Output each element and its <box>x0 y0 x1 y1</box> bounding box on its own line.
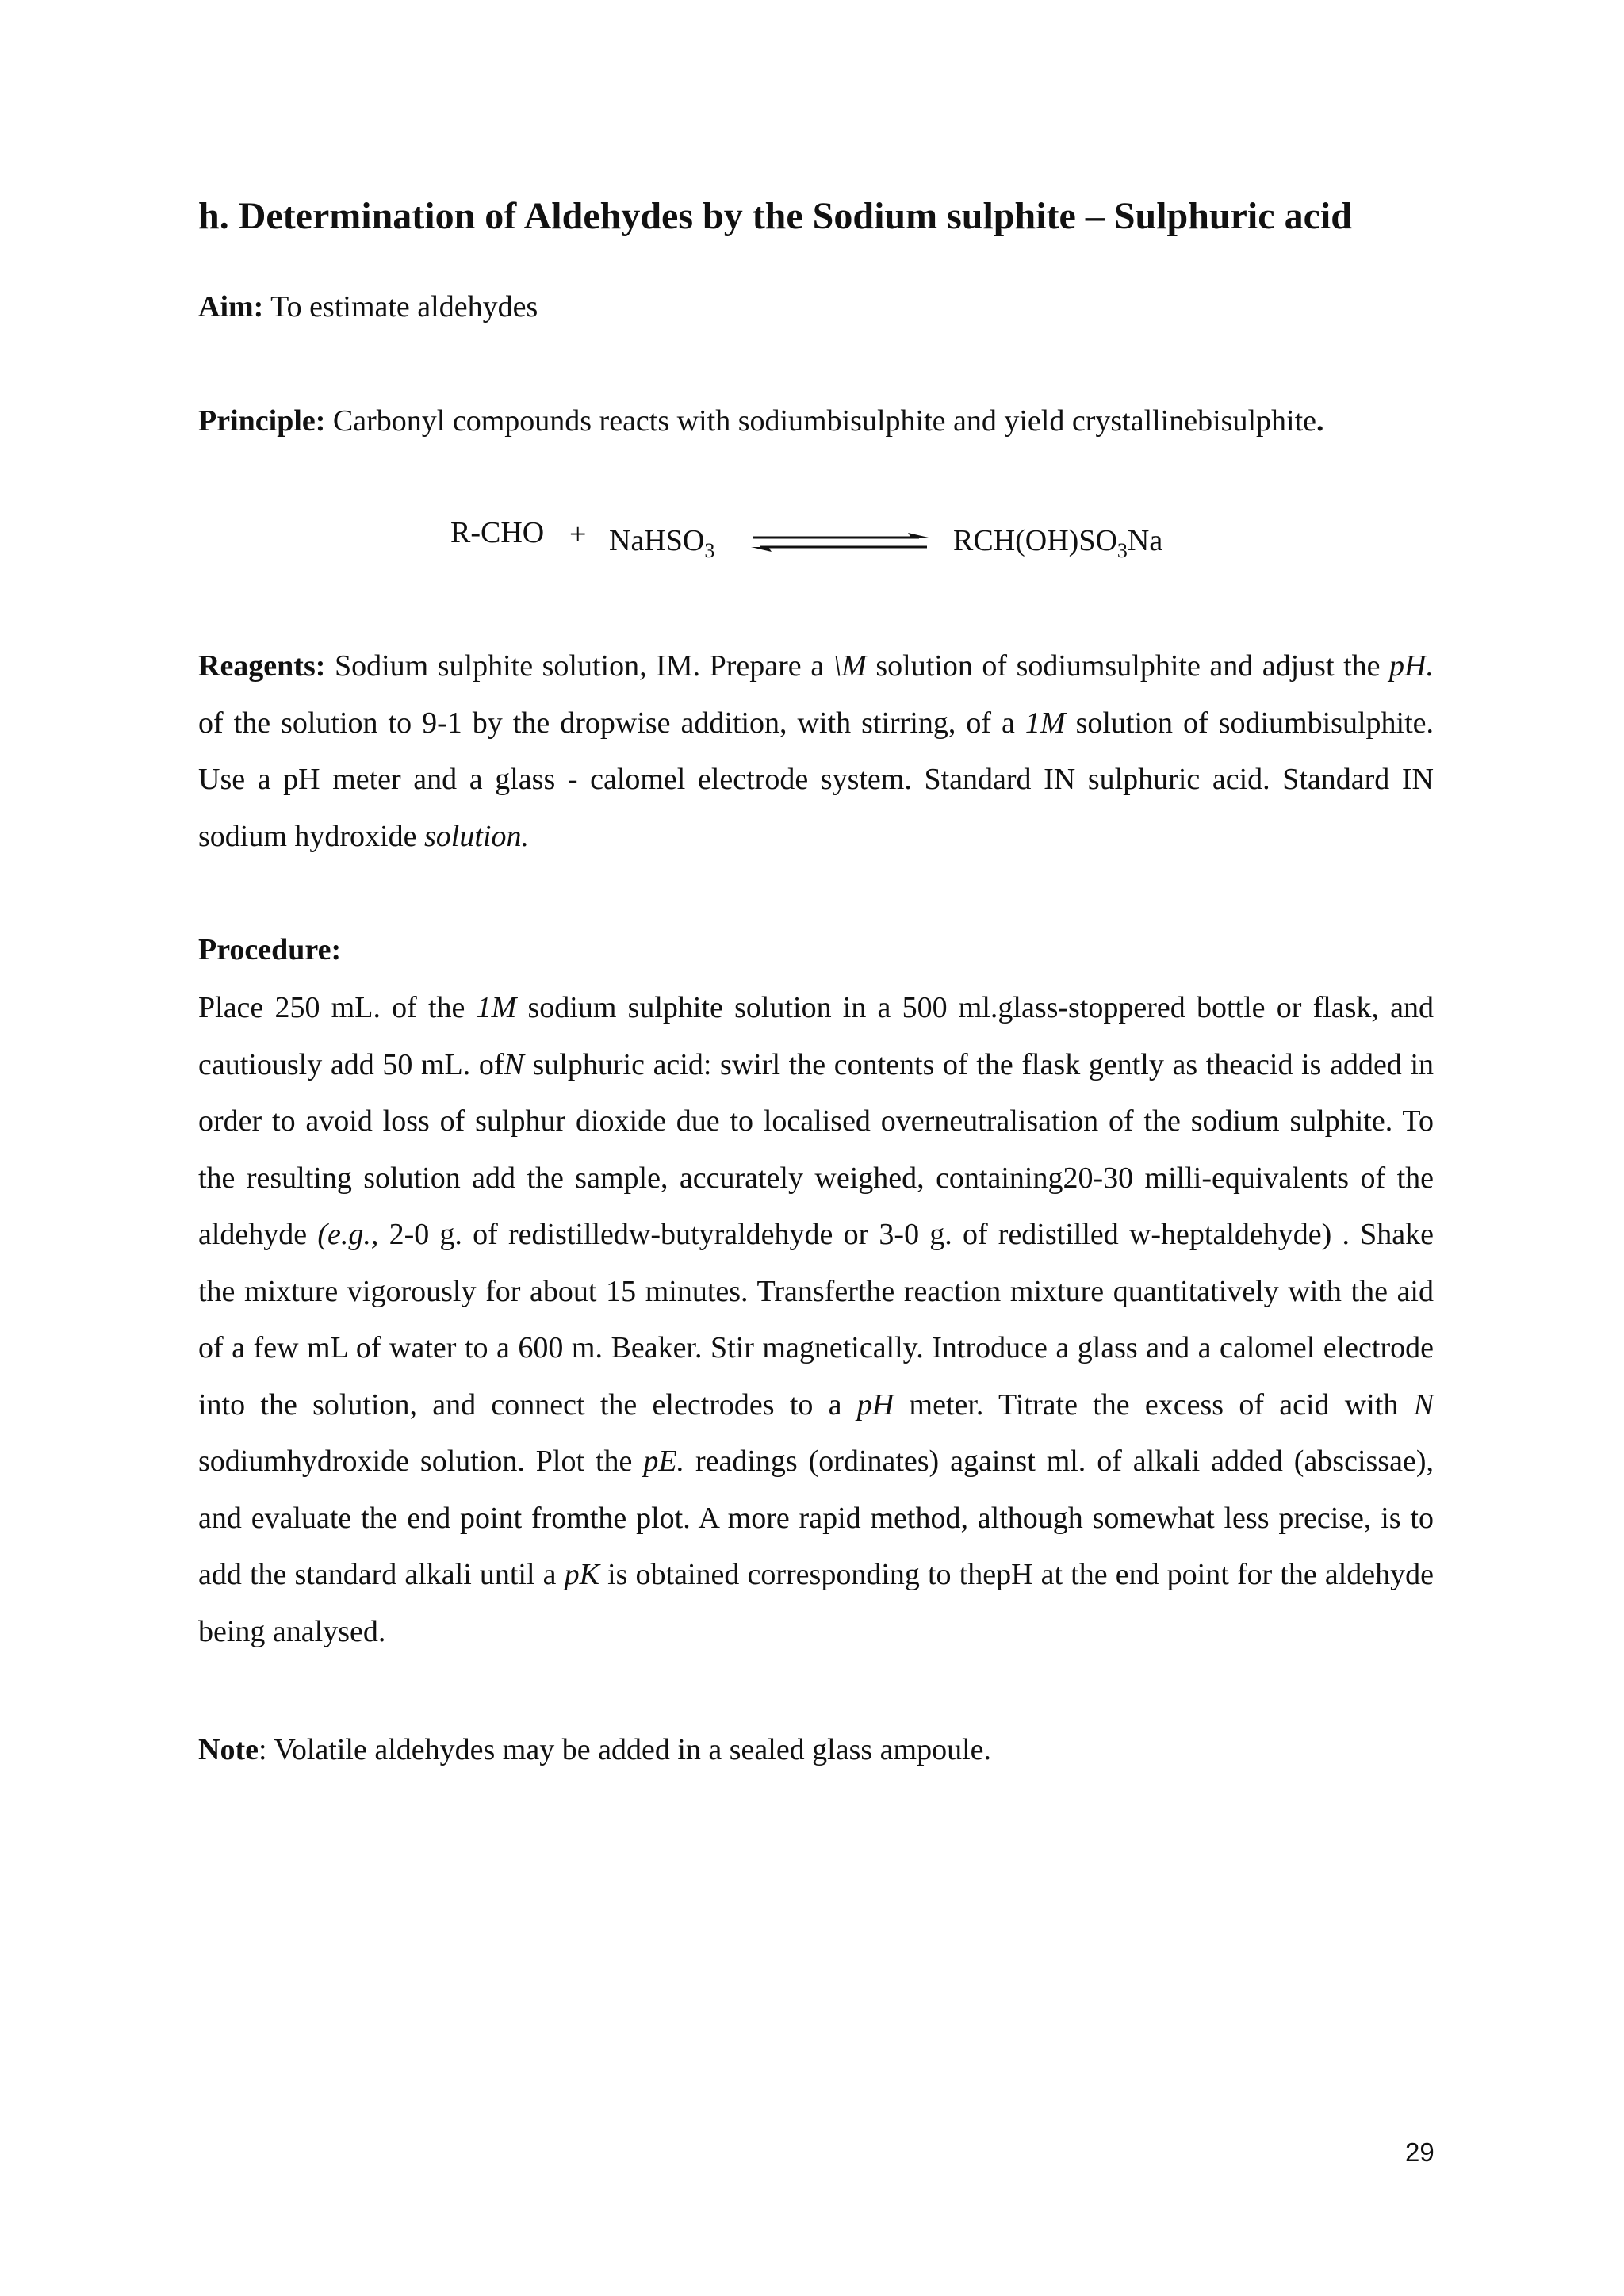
page-number: 29 <box>1405 2137 1434 2167</box>
procedure-paragraph: Place 250 mL. of the 1M sodium sulphite solution in a 500 ml.glass-stoppered bottle or flask, and cautiously add 50 mL. ofN sulphuric acid: swirl the contents of the flask gently as theacid is added in order to avoid loss of sulphur dioxide due to localised overneutralisation of the sodium sulphite. To the resulting solution add the sample, accurately weighed, containing20-30 milli-equivalents of the aldehyde (e.g., 2-0 g. of redistilledw-butyraldehyde or 3-0 g. of redistilled w-heptaldehyde) . Shake the mixture vigorously for about 15 minutes. Transferthe reaction mixture quantitatively with the aid of a few mL of water to a 600 m. Beaker. Stir magnetically. Introduce a glass and a calomel electrode into the solution, and connect the electrodes to a pH meter. Titrate the excess of acid with N sodiumhydroxide solution. Plot the pE. readings (ordinates) against ml. of alkali added (abscissae), and evaluate the end point fromthe plot. A more rapid method, although somewhat less precise, is to add the standard alkali until a pK is obtained corresponding to thepH at the end point for the aldehyde being analysed. <box>198 991 1434 1648</box>
note-line <box>198 1722 1434 1779</box>
reactant-aldehyde: R-CHO <box>450 516 545 549</box>
procedure-label: Procedure: <box>198 933 342 966</box>
principle-label: Principle: <box>198 404 326 438</box>
principle-line <box>198 404 1324 440</box>
reagents-paragraph: Reagents: Sodium sulphite solution, IM. Prepare a \M solution of sodiumsulphite and adjust the pH. of the solution to 9-1 by the dropwise addition, with stirring, of a 1M solution of sodiumbisulphite. Use a pH meter and a glass - calomel electrode system. Standard IN sulphuric acid. Standard IN sodium hydroxide solution. <box>198 649 1434 853</box>
aim-label: Aim: <box>198 290 264 323</box>
aim-text: To estimate aldehydes <box>263 290 538 323</box>
plus-sign: + <box>569 518 587 551</box>
principle-end: . <box>1316 404 1324 438</box>
note-text: : Volatile aldehydes may be added in a sealed glass ampoule. <box>258 1733 992 1766</box>
note-label: Note <box>198 1733 259 1766</box>
aim-line <box>198 289 538 326</box>
principle-text: Carbonyl compounds reacts with sodiumbisulphite and yield crystallinebisulphite <box>325 404 1316 438</box>
section-heading: h. Determination of Aldehydes by the Sodium sulphite – Sulphuric acid <box>198 195 1352 237</box>
reaction-equation <box>444 507 1237 595</box>
product-bisulphite-adduct: $RCH(OH)SO_3Na$ <box>953 524 1163 562</box>
reactant-bisulphite: NaHSO$_3$ <box>609 524 715 562</box>
reagents-label: Reagents: <box>198 649 326 683</box>
equilibrium-arrows-icon <box>749 528 932 557</box>
